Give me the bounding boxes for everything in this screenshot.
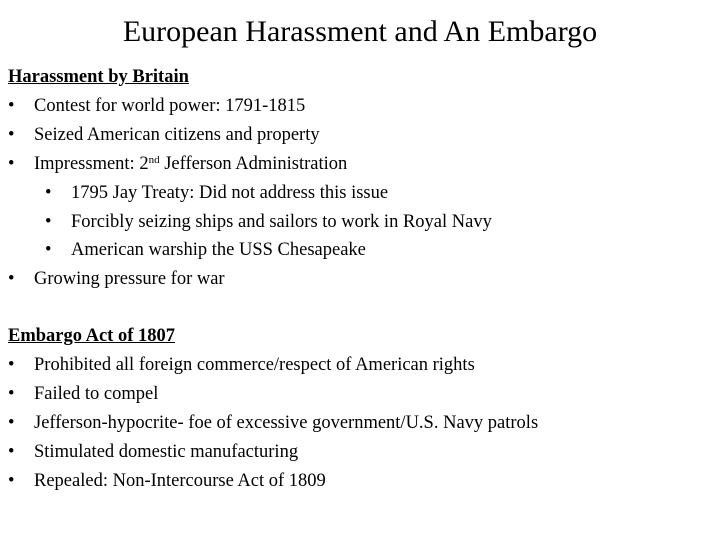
bullet-icon: • [8,441,15,462]
bullet-icon: • [8,269,15,290]
impressment-superscript: nd [148,153,160,166]
bullet-icon: • [8,384,15,405]
bullet-icon: • [8,470,15,491]
list-item-text: Seized American citizens and property [34,124,320,145]
list-item [8,265,708,294]
impressment-prefix: Impressment: 2 [34,153,149,174]
list-item-text: Prohibited all foreign commerce/respect of American rights [34,355,475,376]
list-item [8,409,708,438]
list-item-text: Failed to compel [34,384,159,405]
slide-content [8,63,708,496]
list-item-text: Growing pressure for war [34,269,225,290]
sub-list-item [8,179,708,208]
section-spacer [8,294,708,322]
list-item-text: Contest for world power: 1791-1815 [34,95,306,116]
bullet-icon: • [8,124,15,145]
list-item-text: Jefferson-hypocrite- foe of excessive government/U.S. Navy patrols [34,412,539,433]
impressment-suffix: Jefferson Administration [159,153,348,174]
bullet-icon: • [8,355,15,376]
bullet-icon: • [45,182,52,203]
list-item-text: Repealed: Non-Intercourse Act of 1809 [34,470,326,491]
bullet-icon: • [8,412,15,433]
slide-title: European Harassment and An Embargo [122,15,598,48]
section-heading-embargo: Embargo Act of 1807 [8,326,175,347]
list-item [8,92,708,121]
list-item [8,438,708,467]
list-item [8,380,708,409]
bullet-icon: • [8,95,15,116]
list-item [8,467,708,496]
sub-list-item [8,236,708,265]
embargo-list [8,351,708,496]
list-item [8,351,708,380]
bullet-icon: • [45,211,52,232]
harassment-list [8,92,708,294]
bullet-icon: • [45,240,52,261]
bullet-icon: • [8,153,15,174]
list-item [8,121,708,150]
sub-list-item [8,208,708,237]
sub-list-item-text: 1795 Jay Treaty: Did not address this issue [71,182,389,203]
list-item-impressment [8,150,708,179]
sub-list-item-text: Forcibly seizing ships and sailors to work in Royal Navy [71,211,492,232]
section-heading-harassment: Harassment by Britain [8,67,189,87]
sub-list-item-text: American warship the USS Chesapeake [71,240,366,261]
list-item-text: Stimulated domestic manufacturing [34,441,299,462]
